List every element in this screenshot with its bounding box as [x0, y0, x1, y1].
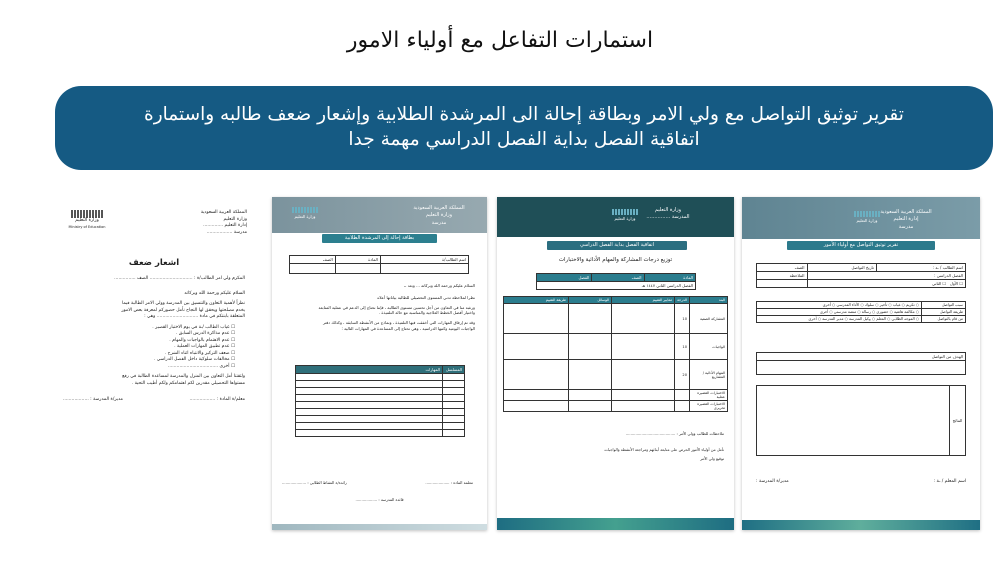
- agreement-notes: [507, 431, 724, 462]
- ministry-text: المملكة العربية السعودية: [413, 205, 465, 211]
- term-cell: الفصل الدراسي الثاني ١٤٤٧ هـ: [537, 282, 696, 290]
- body-line-2: يخدم مصلحتها ويحقق لها النجاح نأمل حضوركم لمعرفة بعض الامور: [121, 307, 245, 313]
- goal-label: الهدف من التواصل: [757, 353, 966, 361]
- col-header: الفصل: [537, 274, 592, 282]
- skills-table: [295, 365, 465, 437]
- footer-strip: [497, 518, 734, 530]
- outcome-label: النتائج: [950, 386, 966, 456]
- info-banner: [55, 86, 993, 170]
- form-title: بطاقة إحالة إلى المرشدة الطلابية: [322, 234, 437, 243]
- form-header: [272, 197, 487, 233]
- ministry-text-2: إدارة التعليم: [893, 216, 919, 223]
- moe-logo: [63, 210, 111, 229]
- form-title: اتفاقية الفصل بداية الفصل الدراسي: [547, 241, 687, 250]
- col-header: المادة: [644, 274, 695, 282]
- body-line-3: المتعلقة بابنتكم في مادة ............................. وهي :: [144, 314, 245, 320]
- class-info-table: [536, 273, 696, 290]
- referral-body: [282, 283, 475, 332]
- counselor-signature: رائدة/ة النشاط الطلابي : ....................: [282, 480, 347, 485]
- contact-details-table: [756, 301, 966, 323]
- col-header: المسلسل: [443, 366, 465, 374]
- reason-item: ☐ غياب الطالب /ـة في يوم الاختبار القصير .: [152, 324, 235, 330]
- form-title: تقرير توثيق التواصل مع أولياء الأمور: [787, 241, 935, 250]
- to-parent-line: المكرم ولي امر الطالب/ة : .............................. الصف ...............: [114, 276, 245, 281]
- logo-en: Ministry of Education: [68, 224, 106, 229]
- col-header: الدرجة: [675, 297, 690, 304]
- row-label: الاختبارات القصيرة عملية: [690, 390, 728, 401]
- reason-item: ☐ أخرى ...................................: [168, 363, 235, 369]
- admin-text: إدارة التعليم ..............: [203, 223, 247, 229]
- class-agreement-form: [497, 197, 734, 530]
- teacher-signature: معلم/ة المادة : ..................: [189, 397, 245, 403]
- reason-item: ☐ عدم الاهتمام بالواجبات والمهام .: [169, 337, 235, 343]
- score-cell: 20: [675, 360, 690, 390]
- col-header: البند: [690, 297, 728, 304]
- ministry-text: المملكة العربية السعودية: [200, 210, 247, 215]
- reason-item: ☐ ضعف التركيز والانتباه اثناء الشرح .: [164, 350, 235, 356]
- reason-label: سبب التواصل: [922, 302, 966, 309]
- moe-logo: وزارة التعليم: [292, 207, 318, 219]
- closing-line-1: ولثقتنا أمل التعاون بين المنزل والمدرسة لمساعدة الطالبة في رفع: [122, 374, 245, 380]
- row-label: المهام الأدائية / المشاريع: [690, 360, 728, 390]
- closing-line-2: مستواها التحصيلي مقدرين لكم اهتمامكم ولكم أطيب التحية .: [131, 380, 245, 386]
- principal-signature: قائدة المدرسة : ..................: [355, 497, 404, 502]
- footer-strip: [272, 524, 487, 530]
- student-label: اسم الطالب / ـة :: [876, 264, 965, 272]
- row-label: الواجبات: [690, 334, 728, 360]
- principal-name: مدير/ة المدرسة :: [756, 479, 789, 484]
- form-header: [497, 197, 734, 237]
- col-header: المادة: [335, 256, 380, 264]
- notes-line-2: نأمل من أولياء الأمور الحرص على متابعة أبنائهم ومراجعة الأنشطة والواجبات: [604, 446, 724, 452]
- by-options[interactable]: ○ الموجه الطلابي ○ المعلم ○ وكيل المدرسة ○ مدير المدرسة ○ أخرى: [757, 316, 922, 323]
- goal-table: [756, 352, 966, 375]
- term-second-checkbox[interactable]: ☐ الثاني: [932, 281, 947, 286]
- col-header: الوسائل: [569, 297, 612, 304]
- banner-line-1: تقرير توثيق التواصل مع ولي الامر وبطاقة إحالة الى المرشدة الطلابية وإشعار ضعف طالبه واستمارة: [144, 104, 904, 126]
- score-cell: 10: [675, 334, 690, 360]
- ministry-text-2: وزارة التعليم: [223, 216, 247, 222]
- col-header: الصف: [290, 256, 336, 264]
- method-options[interactable]: ○ مكالمة هاتفية ○ حضوري ○ رسالة ○ منصة مدرستي ○ أخرى: [757, 309, 922, 316]
- notice-heading: اشعار ضعف: [128, 258, 180, 268]
- paragraph-1: نظرا لملاحظة تدني المستوى التحصيلي للطالبة بياناتها أعلاه: [377, 294, 475, 300]
- notes-label: الملاحظة: [757, 272, 808, 280]
- logo-ar: وزارة التعليم: [75, 218, 99, 223]
- weakness-notice-form: [55, 200, 253, 498]
- school-text: مدرسة: [898, 223, 914, 230]
- footer-strip: [742, 520, 980, 530]
- grading-table: [503, 296, 728, 412]
- ministry-text: وزارة التعليم: [654, 207, 682, 213]
- outcome-table: [756, 385, 966, 456]
- col-header: معايير التقييم: [612, 297, 675, 304]
- student-info-table: [756, 263, 966, 288]
- score-cell: 10: [675, 304, 690, 334]
- parent-contact-report-form: [742, 197, 980, 530]
- term-first-checkbox[interactable]: ☐ الأول: [949, 281, 963, 286]
- ministry-text-2: وزارة التعليم: [425, 212, 453, 219]
- col-header: الصف: [592, 274, 644, 282]
- reason-item: ☐ مخالفات سلوكية داخل الفصل الدراسي .: [153, 357, 235, 363]
- col-header: اسم الطالب/ة: [380, 256, 468, 264]
- row-label: الاختبارات القصيرة تحريري: [690, 401, 728, 412]
- notice-body: [63, 276, 245, 404]
- greeting-line: السلام عليكم ورحمة الله وبركاته: [184, 290, 245, 296]
- body-line-1: نظراً لأهمية التعاون والتنسيق بين المدرسة وولي الامر الطالبة فيما: [122, 301, 245, 307]
- form-subtitle: توزيع درجات المشاركة والمهام الأدائية والاختبارات: [558, 257, 673, 263]
- paragraph-5: الواجبات اليومية وكتبها الدراسية ، وهي تحتاج إلى المساعدة في المهارات التالية :: [341, 325, 475, 331]
- referral-card-form: [272, 197, 487, 530]
- ministry-text: المملكة العربية السعودية: [880, 209, 932, 215]
- date-label: تاريخ التواصل: [807, 264, 876, 272]
- school-text: مدرسة ..................: [206, 229, 247, 235]
- moe-logo: وزارة التعليم: [854, 211, 880, 223]
- page-title: استمارات التفاعل مع أولياء الامور: [346, 28, 654, 53]
- term-label: الفصل الدراسي :: [934, 273, 963, 278]
- paragraph-4: وقد تم إرفاق المهارات التي أخفقت فيها التلميذة ، ونماذج من الأنشطة السابقة ، وكذلك دفتر: [322, 320, 475, 326]
- col-header: المهارات: [296, 366, 443, 374]
- paragraph-2: ورغبة منا في التعاون من أجل تحسين مستوى الطالبة ، فإننا نحتاج إلى الدعم في عملية المتابعة: [318, 304, 475, 310]
- greeting-line: السلام عليكم ورحمة الله وبركاته ... وبعد ،،: [403, 283, 475, 288]
- parent-signature: توقيع ولي الأمر: [700, 456, 724, 461]
- col-header: طريقة التقييم: [504, 297, 569, 304]
- class-label: الصف: [757, 264, 808, 272]
- form-header: [742, 197, 980, 239]
- paragraph-3: واختيار أفضل الخطط العلاجية والمناسبة مع حالة التلميذة .: [378, 310, 475, 316]
- reason-item: ☐ عدم تطبيق المهارات العملية .: [174, 344, 235, 350]
- moe-logo: وزارة التعليم: [612, 209, 638, 221]
- teacher-name: اسم المعلم / ـة :: [933, 479, 966, 484]
- banner-line-2: اتفاقية الفصل بداية الفصل الدراسي مهمة جدا: [348, 129, 700, 150]
- by-label: من قام بالتواصل: [922, 316, 966, 323]
- method-label: طريقة التواصل: [922, 309, 966, 316]
- teacher-signature: معلمة المادة : ....................: [425, 480, 473, 485]
- school-text: المدرسة ...............: [646, 214, 690, 221]
- row-label: المشاركة الصفية: [690, 304, 728, 334]
- principal-signature: مدير/ة المدرسة : ..................: [63, 397, 123, 403]
- reason-options[interactable]: ○ تكريم ○ غياب ○ تأخير ○ سلوك ○ الأداء المدرسي ○ أخرى: [757, 302, 922, 309]
- reason-item: ☐ عدم مذاكرة الدرس السابق .: [175, 331, 235, 337]
- notes-line: ملاحظات للطالب وولي الأمر : .........................................: [625, 431, 724, 436]
- school-text: مدرسة: [431, 219, 447, 226]
- student-info-table: [289, 255, 469, 274]
